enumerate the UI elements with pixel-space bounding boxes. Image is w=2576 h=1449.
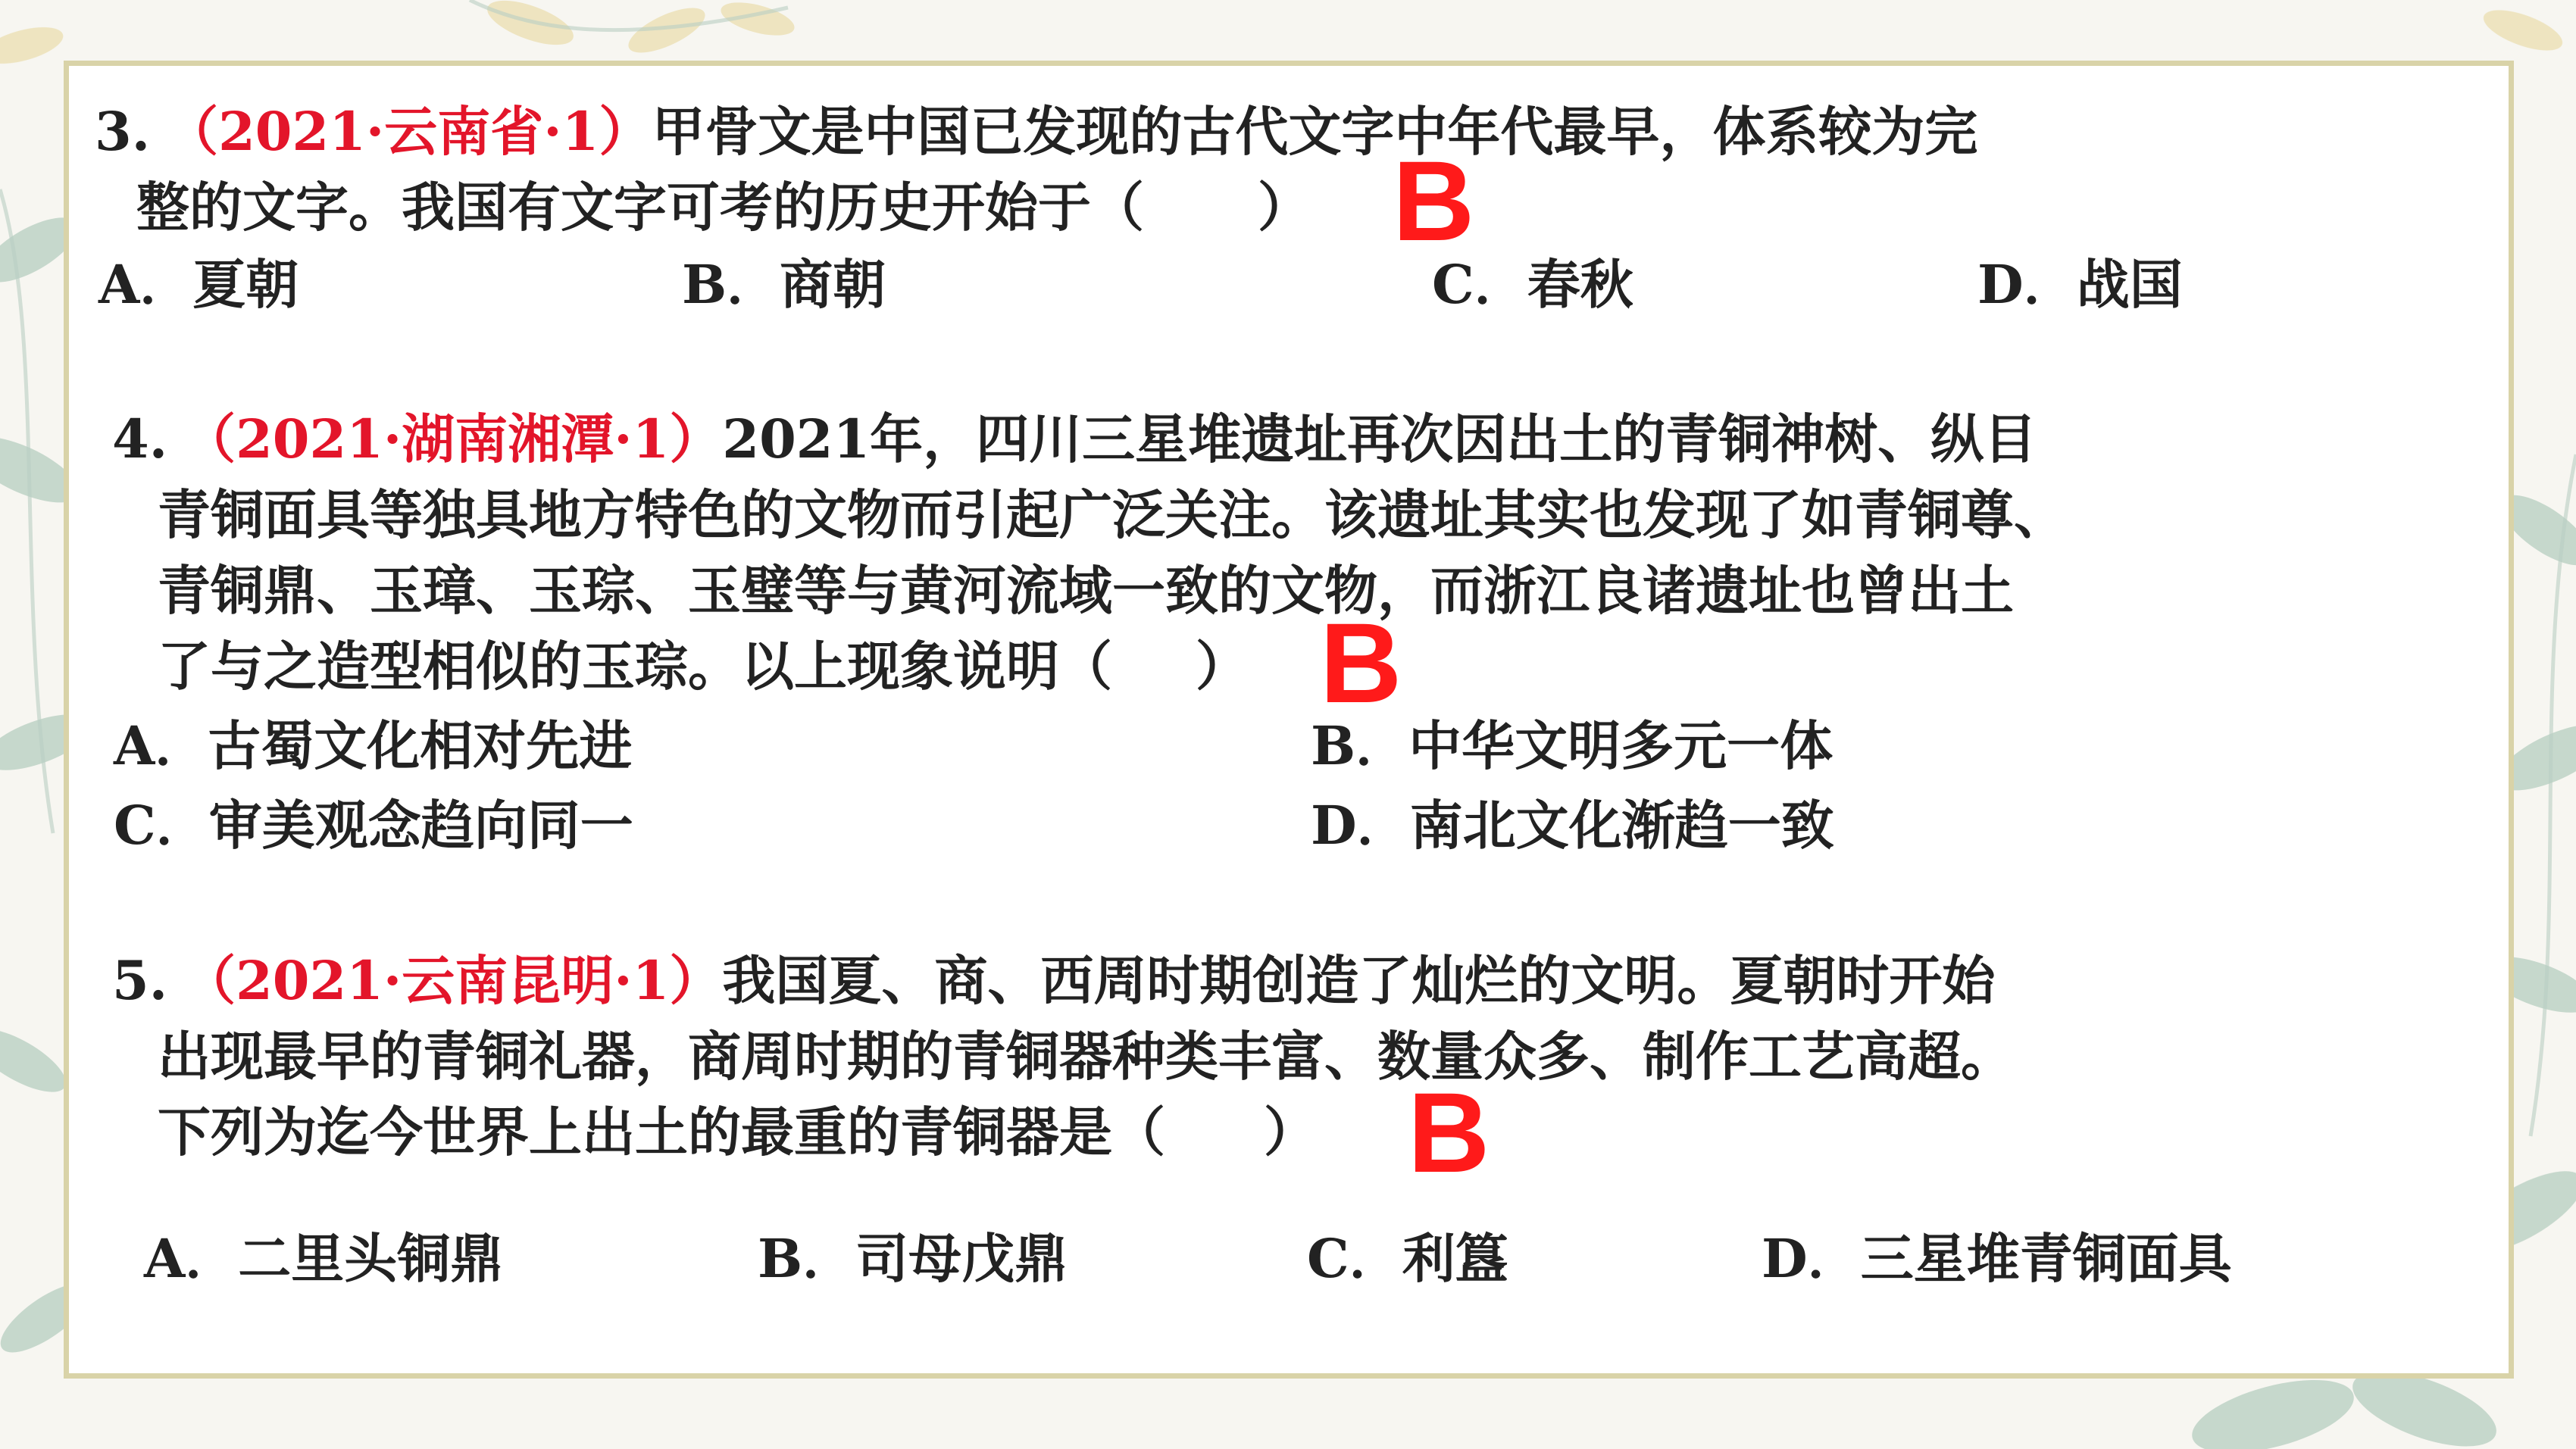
option-d: D．战国 [1977,253,2183,316]
question-3-line-1 [95,94,1977,170]
option-b: B．司母戊鼎 [758,1227,1068,1290]
option-a: A．二里头铜鼎 [144,1227,504,1290]
question-text: 出现最早的青铜礼器，商周时期的青铜器种类丰富、数量众多、制作工艺高超。 [158,1025,2014,1088]
option-a: A．夏朝 [98,253,299,316]
question-number: 4. [112,408,168,470]
option-c: C．春秋 [1432,253,1633,316]
question-text: 青铜面具等独具地方特色的文物而引起广泛关注。该遗址其实也发现了如青铜尊、 [158,483,2067,546]
question-text: 整的文字。我国有文字可考的历史开始于（ [136,176,1144,239]
question-source: （2021·云南省·1） [165,100,652,163]
question-text: 下列为迄今世界上出土的最重的青铜器是（ [158,1101,1165,1163]
question-3-line-2 [136,170,1311,245]
question-4-line-4 [158,629,1249,704]
question-source: （2021·湖南湘潭·1） [183,408,723,470]
option-c: C．利簋 [1307,1227,1508,1290]
question-text-close: ） [1196,635,1249,698]
answer-mark-q4: B [1320,599,1402,726]
question-5-line-1 [112,943,1995,1019]
option-b: B．中华文明多元一体 [1311,714,1834,777]
answer-mark-q5: B [1408,1069,1490,1196]
answer-mark-q3: B [1393,137,1475,264]
option-a: A．古蜀文化相对先进 [114,714,633,777]
question-text-close: ） [1264,1101,1317,1163]
option-b: B．商朝 [682,253,886,316]
question-number: 3. [95,100,151,163]
question-4-line-3 [158,553,2014,629]
question-4-line-2 [158,477,2067,553]
question-text: 2021年，四川三星堆遗址再次因出土的青铜神树、纵目 [722,408,2037,470]
question-4-line-1 [112,401,2037,477]
option-d: D．三星堆青铜面具 [1762,1227,2232,1290]
question-5-line-2 [158,1019,2014,1095]
option-d: D．南北文化渐趋一致 [1311,794,1834,857]
option-c: C．审美观念趋向同一 [114,794,633,857]
question-text: 我国夏、商、西周时期创造了灿烂的文明。夏朝时开始 [722,949,1996,1012]
question-text: 了与之造型相似的玉琮。以上现象说明（ [158,635,1112,698]
question-text-close: ） [1258,176,1311,239]
question-number: 5. [112,949,168,1012]
question-5-line-3 [158,1095,1317,1170]
question-text: 青铜鼎、玉璋、玉琮、玉璧等与黄河流域一致的文物，而浙江良诸遗址也曾出土 [158,559,2014,622]
question-text: 甲骨文是中国已发现的古代文字中年代最早，体系较为完 [652,100,1978,163]
question-source: （2021·云南昆明·1） [183,949,723,1012]
